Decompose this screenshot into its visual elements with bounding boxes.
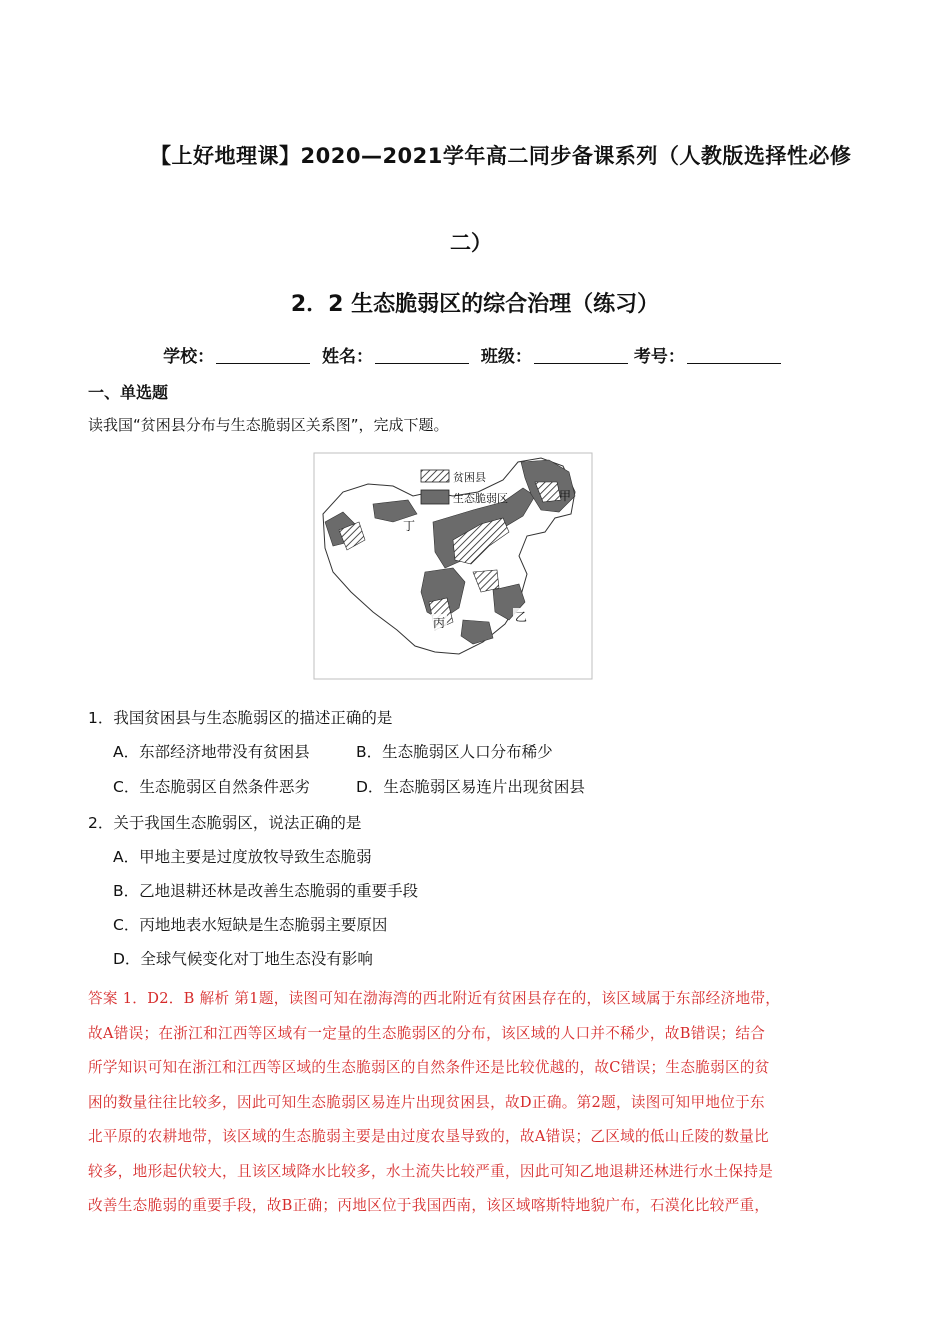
series-title: 【上好地理课】2020—2021学年高二同步备课系列（人教版选择性必修 (150, 144, 852, 168)
question-1-option-b[interactable]: B．生态脆弱区人口分布稀少 (356, 743, 553, 761)
legend-poverty-label: 贫困县 (453, 471, 486, 484)
question-1-stem: 1．我国贫困县与生态脆弱区的描述正确的是 (88, 709, 393, 727)
answer-line: 较多，地形起伏较大，且该区域降水比较多，水土流失比较严重，因此可知乙地退耕还林进行水土保持是 (88, 1162, 774, 1180)
legend-fragile-label: 生态脆弱区 (453, 492, 508, 505)
label-ding: 丁 (403, 519, 416, 533)
china-poverty-fragile-map (313, 452, 593, 680)
map-svg (313, 452, 593, 680)
name-label: 姓名： (322, 347, 373, 367)
name-blank[interactable] (375, 347, 469, 364)
question-2-option-a[interactable]: A．甲地主要是过度放牧导致生态脆弱 (113, 848, 372, 866)
answer-line: 答案 1．D2．B 解析 第1题，读图可知在渤海湾的西北附近有贫困县存在的，该区域属于东部经济地带， (88, 990, 781, 1007)
question-2-option-c[interactable]: C．丙地地表水短缺是生态脆弱主要原因 (113, 916, 388, 934)
label-bing: 丙 (433, 616, 446, 630)
question-intro: 读我国“贫困县分布与生态脆弱区关系图”，完成下题。 (88, 416, 449, 434)
answer-line: 故A错误；在浙江和江西等区域有一定量的生态脆弱区的分布，该区域的人口并不稀少，故B错误；结合 (88, 1024, 766, 1042)
label-yi: 乙 (515, 610, 528, 624)
answer-line: 所学知识可知在浙江和江西等区域的生态脆弱区的自然条件还是比较优越的，故C错误；生态脆弱区的贫 (88, 1059, 770, 1076)
question-1-option-c[interactable]: C．生态脆弱区自然条件恶劣 (113, 778, 310, 796)
label-jia: 甲 (559, 489, 572, 503)
answer-line: 北平原的农耕地带，该区域的生态脆弱主要是由过度农垦导致的，故A错误；乙区域的低山丘陵的数量比 (88, 1128, 770, 1145)
student-info-row (0, 342, 950, 367)
question-2-option-b[interactable]: B．乙地退耕还林是改善生态脆弱的重要手段 (113, 882, 419, 900)
school-label: 学校： (163, 347, 215, 367)
class-label: 班级： (480, 347, 532, 367)
answer-explanation (88, 982, 864, 1224)
section-heading: 一、单选题 (88, 383, 169, 402)
legend-fragile-swatch (421, 490, 449, 504)
question-2-stem: 2．关于我国生态脆弱区，说法正确的是 (88, 814, 362, 832)
exam-no-label: 考号： (633, 347, 685, 367)
question-1-option-d[interactable]: D．生态脆弱区易连片出现贫困县 (356, 778, 585, 796)
legend-poverty-swatch (421, 470, 449, 482)
school-blank[interactable] (216, 347, 310, 364)
class-blank[interactable] (534, 347, 628, 364)
series-title-continued: 二） (450, 231, 492, 255)
exam-no-blank[interactable] (687, 347, 781, 364)
answer-line: 困的数量往往比较多，因此可知生态脆弱区易连片出现贫困县，故D正确。第2题，读图可知甲地位于东 (88, 1093, 765, 1111)
question-2-option-d[interactable]: D．全球气候变化对丁地生态没有影响 (113, 950, 373, 968)
answer-line: 改善生态脆弱的重要手段，故B正确；丙地区位于我国西南，该区域喀斯特地貌广布，石漠化比较严重， (88, 1197, 770, 1214)
lesson-title: 2．2 生态脆弱区的综合治理（练习） (290, 292, 660, 317)
question-1-option-a[interactable]: A．东部经济地带没有贫困县 (113, 743, 310, 761)
